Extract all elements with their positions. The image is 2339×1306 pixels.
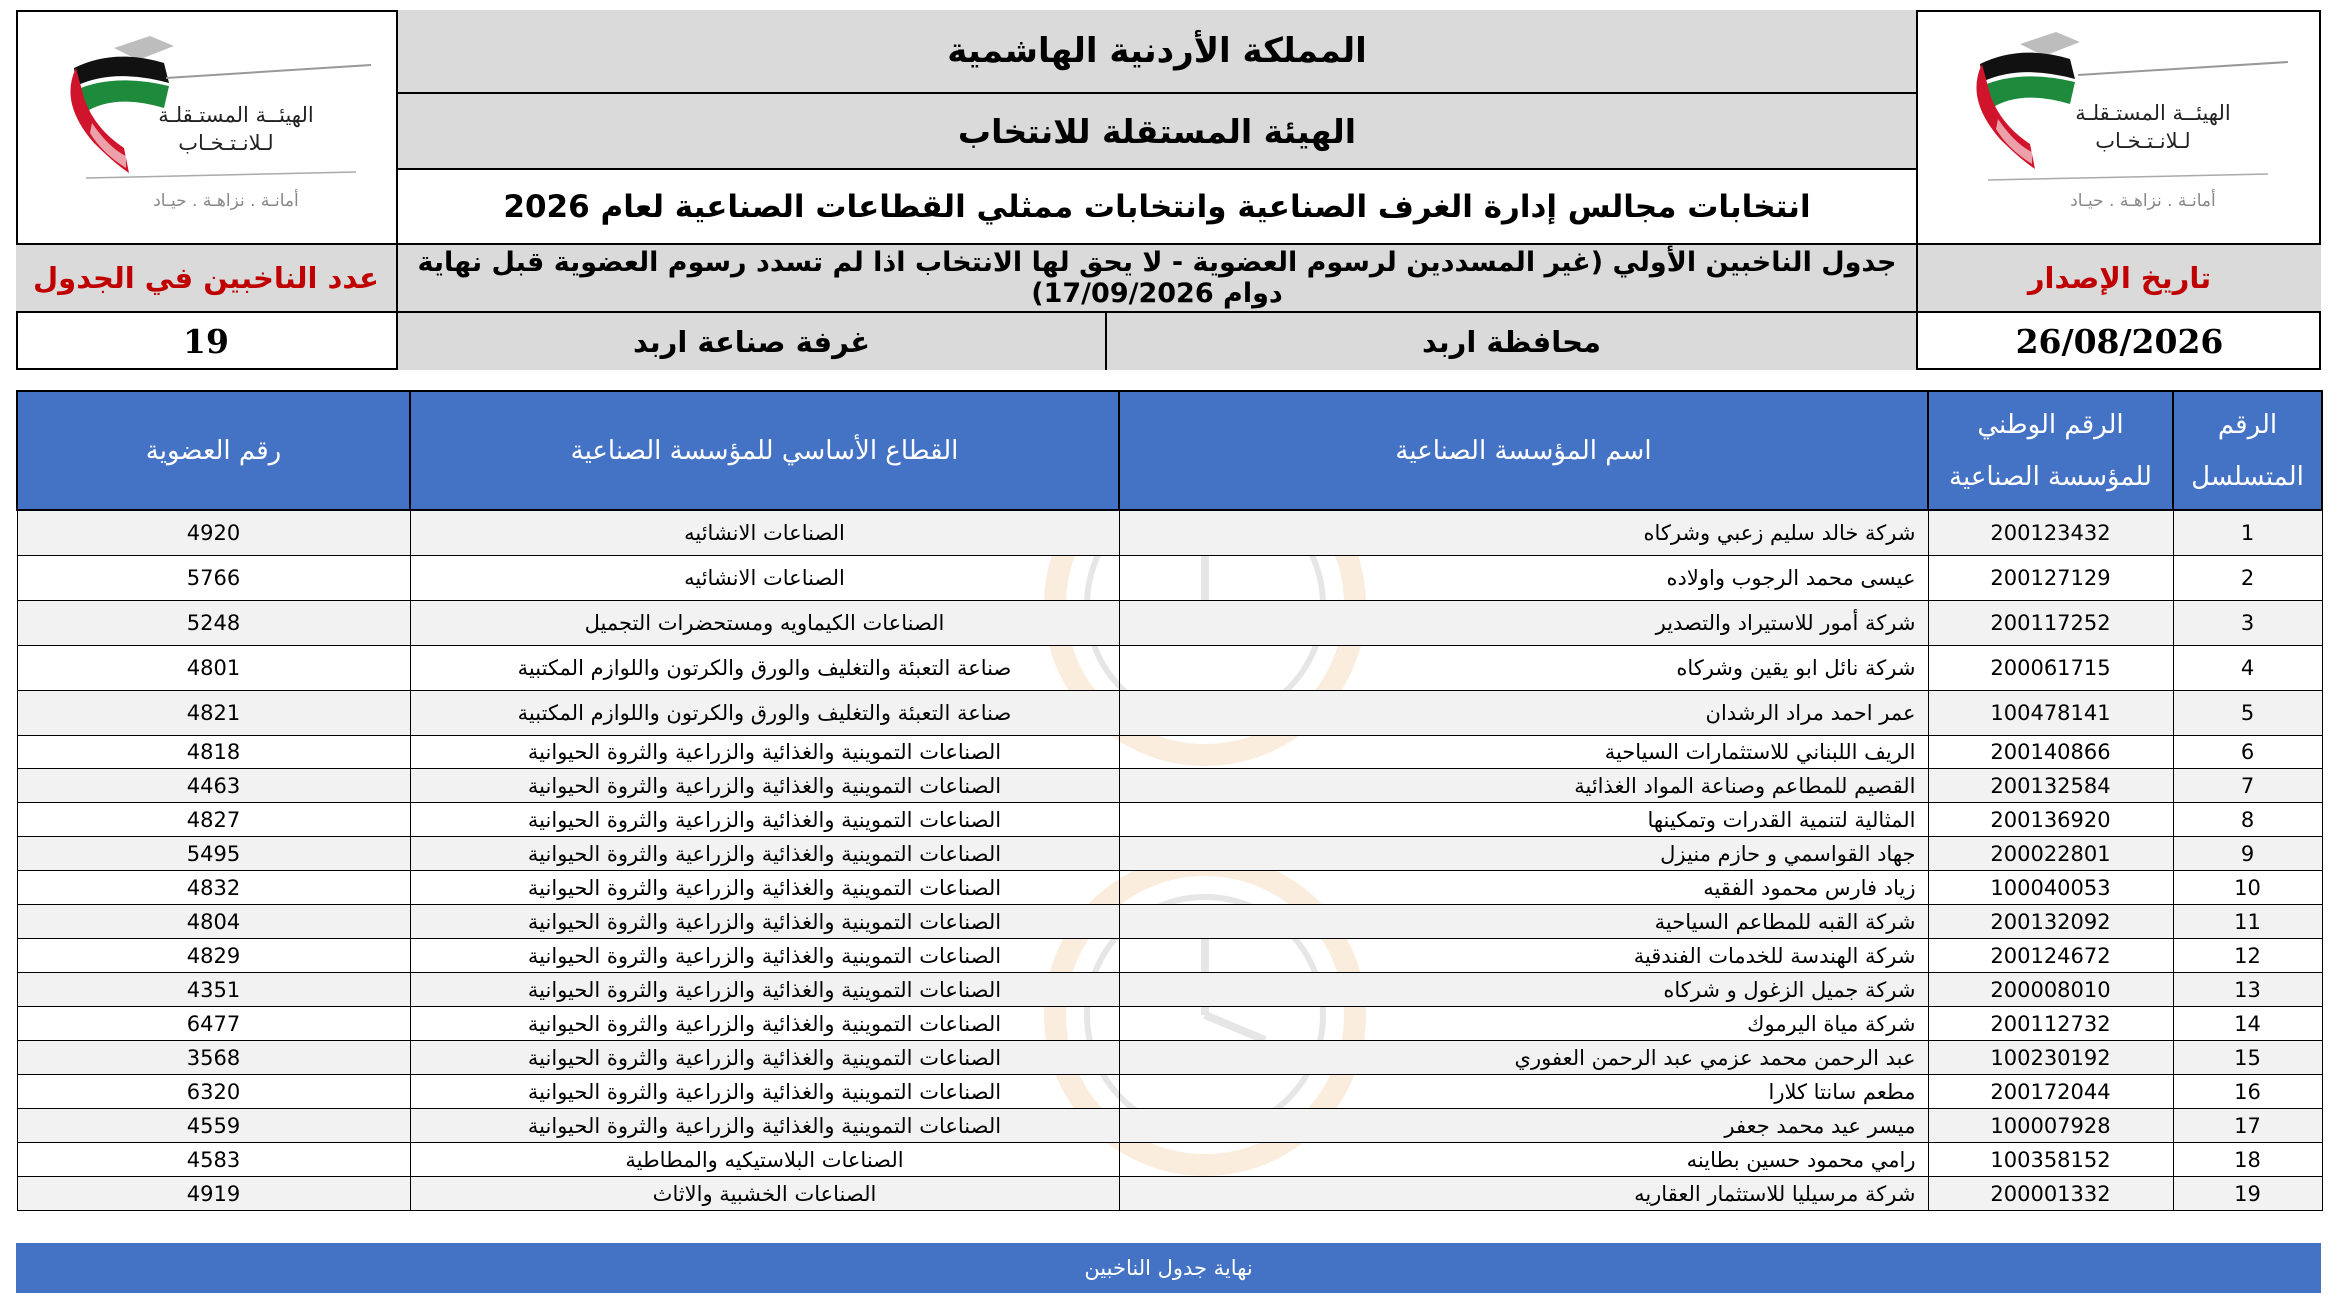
cell-sector: الصناعات التموينية والغذائية والزراعية والثروة الحيوانية — [410, 871, 1119, 905]
cell-national-id: 200132092 — [1928, 905, 2173, 939]
commission-logo — [1918, 10, 2323, 243]
cell-name: شركة خالد سليم زعبي وشركاه — [1119, 510, 1928, 556]
cell-sector: الصناعات التموينية والغذائية والزراعية والثروة الحيوانية — [410, 939, 1119, 973]
cell-name: شركة الهندسة للخدمات الفندقية — [1119, 939, 1928, 973]
issue-date-value: 26/08/2026 — [1916, 313, 2321, 370]
cell-name: جهاد القواسمي و حازم منيزل — [1119, 837, 1928, 871]
logo-left-cell — [16, 10, 398, 243]
cell-serial: 14 — [2173, 1007, 2322, 1041]
logo-right-cell — [1916, 10, 2321, 243]
cell-membership: 4583 — [17, 1143, 410, 1177]
col-header-membership: رقم العضوية — [17, 391, 410, 510]
cell-serial: 11 — [2173, 905, 2322, 939]
cell-national-id: 200008010 — [1928, 973, 2173, 1007]
cell-membership: 5766 — [17, 556, 410, 601]
cell-national-id: 200022801 — [1928, 837, 2173, 871]
table-row — [17, 736, 2322, 769]
cell-sector: الصناعات التموينية والغذائية والزراعية والثروة الحيوانية — [410, 769, 1119, 803]
cell-membership: 4832 — [17, 871, 410, 905]
cell-national-id: 100040053 — [1928, 871, 2173, 905]
cell-national-id: 200172044 — [1928, 1075, 2173, 1109]
cell-name: عيسى محمد الرجوب واولاده — [1119, 556, 1928, 601]
cell-sector: الصناعات التموينية والغذائية والزراعية والثروة الحيوانية — [410, 736, 1119, 769]
cell-membership: 4801 — [17, 646, 410, 691]
table-row — [17, 905, 2322, 939]
logo-name-line2: لـلانـتـخـاب — [2095, 129, 2191, 153]
cell-national-id: 100230192 — [1928, 1041, 2173, 1075]
cell-national-id: 200123432 — [1928, 510, 2173, 556]
cell-national-id: 200124672 — [1928, 939, 2173, 973]
cell-national-id: 100007928 — [1928, 1109, 2173, 1143]
cell-serial: 1 — [2173, 510, 2322, 556]
cell-sector: الصناعات التموينية والغذائية والزراعية والثروة الحيوانية — [410, 837, 1119, 871]
logo-name-line2: لـلانـتـخـاب — [178, 131, 274, 155]
issue-date-label: تاريخ الإصدار — [1916, 245, 2321, 311]
cell-national-id: 200132584 — [1928, 769, 2173, 803]
cell-name: المثالية لتنمية القدرات وتمكينها — [1119, 803, 1928, 837]
table-row — [17, 1041, 2322, 1075]
cell-membership: 4829 — [17, 939, 410, 973]
table-row — [17, 510, 2322, 556]
cell-sector: الصناعات البلاستيكيه والمطاطية — [410, 1143, 1119, 1177]
cell-national-id: 200136920 — [1928, 803, 2173, 837]
cell-name: مطعم سانتا كلارا — [1119, 1075, 1928, 1109]
cell-sector: الصناعات التموينية والغذائية والزراعية والثروة الحيوانية — [410, 1109, 1119, 1143]
cell-sector: صناعة التعبئة والتغليف والورق والكرتون واللوازم المكتبية — [410, 646, 1119, 691]
cell-membership: 4463 — [17, 769, 410, 803]
governorate-name: محافظة اربد — [1107, 313, 1916, 370]
col-header-national-id: الرقم الوطني للمؤسسة الصناعية — [1928, 391, 2173, 510]
logo-name-line1: الهيئــة المستـقلـة — [158, 103, 314, 127]
chamber-name: غرفة صناعة اربد — [398, 313, 1107, 370]
table-row — [17, 601, 2322, 646]
table-end-banner: نهاية جدول الناخبين — [16, 1243, 2321, 1293]
table-row — [17, 1007, 2322, 1041]
cell-name: شركة القبه للمطاعم السياحية — [1119, 905, 1928, 939]
table-row — [17, 1109, 2322, 1143]
logo-motto: أمانـة . نزاهـة . حيـاد — [2070, 191, 2216, 211]
cell-serial: 7 — [2173, 769, 2322, 803]
cell-national-id: 100358152 — [1928, 1143, 2173, 1177]
cell-name: شركة أمور للاستيراد والتصدير — [1119, 601, 1928, 646]
table-row — [17, 769, 2322, 803]
cell-serial: 3 — [2173, 601, 2322, 646]
table-row — [17, 691, 2322, 736]
logo-name-line1: الهيئــة المستـقلـة — [2075, 101, 2231, 125]
voters-count-label: عدد الناخبين في الجدول — [16, 245, 398, 311]
cell-serial: 17 — [2173, 1109, 2322, 1143]
table-row — [17, 1143, 2322, 1177]
cell-national-id: 200001332 — [1928, 1177, 2173, 1211]
cell-sector: الصناعات التموينية والغذائية والزراعية والثروة الحيوانية — [410, 1007, 1119, 1041]
cell-serial: 6 — [2173, 736, 2322, 769]
cell-membership: 4919 — [17, 1177, 410, 1211]
cell-name: ميسر عيد محمد جعفر — [1119, 1109, 1928, 1143]
cell-sector: الصناعات الخشبية والاثاث — [410, 1177, 1119, 1211]
cell-membership: 4351 — [17, 973, 410, 1007]
table-row — [17, 973, 2322, 1007]
col-header-name: اسم المؤسسة الصناعية — [1119, 391, 1928, 510]
cell-name: زياد فارس محمود الفقيه — [1119, 871, 1928, 905]
logo-ballot-box-icon — [114, 36, 174, 60]
cell-national-id: 100478141 — [1928, 691, 2173, 736]
cell-name: القصيم للمطاعم وصناعة المواد الغذائية — [1119, 769, 1928, 803]
cell-serial: 15 — [2173, 1041, 2322, 1075]
cell-serial: 8 — [2173, 803, 2322, 837]
cell-serial: 13 — [2173, 973, 2322, 1007]
cell-membership: 5248 — [17, 601, 410, 646]
cell-membership: 4804 — [17, 905, 410, 939]
commission-logo — [16, 10, 398, 243]
cell-name: شركة مياة اليرموك — [1119, 1007, 1928, 1041]
table-row — [17, 939, 2322, 973]
cell-serial: 10 — [2173, 871, 2322, 905]
cell-sector: الصناعات الانشائيه — [410, 510, 1119, 556]
cell-sector: الصناعات التموينية والغذائية والزراعية والثروة الحيوانية — [410, 1041, 1119, 1075]
cell-membership: 4559 — [17, 1109, 410, 1143]
table-row — [17, 803, 2322, 837]
cell-national-id: 200140866 — [1928, 736, 2173, 769]
cell-name: عمر احمد مراد الرشدان — [1119, 691, 1928, 736]
cell-sector: صناعة التعبئة والتغليف والورق والكرتون واللوازم المكتبية — [410, 691, 1119, 736]
cell-name: شركة جميل الزغول و شركاه — [1119, 973, 1928, 1007]
cell-name: الريف اللبناني للاستثمارات السياحية — [1119, 736, 1928, 769]
cell-sector: الصناعات الكيماويه ومستحضرات التجميل — [410, 601, 1119, 646]
cell-serial: 2 — [2173, 556, 2322, 601]
col-header-serial: الرقم المتسلسل — [2173, 391, 2322, 510]
table-row — [17, 871, 2322, 905]
cell-serial: 18 — [2173, 1143, 2322, 1177]
cell-name: رامي محمود حسين بطاينه — [1119, 1143, 1928, 1177]
cell-sector: الصناعات الانشائيه — [410, 556, 1119, 601]
cell-name: شركة مرسيليا للاستثمار العقاريه — [1119, 1177, 1928, 1211]
kingdom-title: المملكة الأردنية الهاشمية — [398, 10, 1916, 94]
cell-membership: 6477 — [17, 1007, 410, 1041]
cell-membership: 4818 — [17, 736, 410, 769]
cell-national-id: 200112732 — [1928, 1007, 2173, 1041]
cell-membership: 4827 — [17, 803, 410, 837]
logo-ballot-box-icon — [2020, 32, 2080, 56]
cell-sector: الصناعات التموينية والغذائية والزراعية والثروة الحيوانية — [410, 1075, 1119, 1109]
table-row — [17, 556, 2322, 601]
cell-name: شركة نائل ابو يقين وشركاه — [1119, 646, 1928, 691]
cell-membership: 3568 — [17, 1041, 410, 1075]
cell-serial: 5 — [2173, 691, 2322, 736]
cell-membership: 6320 — [17, 1075, 410, 1109]
voters-table — [16, 390, 2323, 1211]
table-row — [17, 646, 2322, 691]
cell-sector: الصناعات التموينية والغذائية والزراعية والثروة الحيوانية — [410, 803, 1119, 837]
cell-sector: الصناعات التموينية والغذائية والزراعية والثروة الحيوانية — [410, 905, 1119, 939]
cell-serial: 9 — [2173, 837, 2322, 871]
cell-national-id: 200127129 — [1928, 556, 2173, 601]
table-title: جدول الناخبين الأولي (غير المسددين لرسوم العضوية - لا يحق لها الانتخاب اذا لم تسدد رسوم العضوية قبل نهاية دوام 17/09/2026) — [398, 245, 1916, 311]
table-row — [17, 1075, 2322, 1109]
cell-membership: 4821 — [17, 691, 410, 736]
table-row — [17, 837, 2322, 871]
col-header-sector: القطاع الأساسي للمؤسسة الصناعية — [410, 391, 1119, 510]
voters-count-value: 19 — [16, 313, 398, 370]
cell-serial: 12 — [2173, 939, 2322, 973]
cell-serial: 4 — [2173, 646, 2322, 691]
cell-national-id: 200117252 — [1928, 601, 2173, 646]
logo-motto: أمانـة . نزاهـة . حيـاد — [153, 191, 299, 211]
cell-membership: 5495 — [17, 837, 410, 871]
cell-serial: 19 — [2173, 1177, 2322, 1211]
cell-membership: 4920 — [17, 510, 410, 556]
cell-name: عبد الرحمن محمد عزمي عبد الرحمن العفوري — [1119, 1041, 1928, 1075]
election-title: انتخابات مجالس إدارة الغرف الصناعية وانتخابات ممثلي القطاعات الصناعية لعام 2026 — [503, 188, 1811, 225]
commission-title: الهيئة المستقلة للانتخاب — [398, 94, 1916, 170]
table-header-row — [17, 391, 2322, 510]
cell-national-id: 200061715 — [1928, 646, 2173, 691]
cell-serial: 16 — [2173, 1075, 2322, 1109]
cell-sector: الصناعات التموينية والغذائية والزراعية والثروة الحيوانية — [410, 973, 1119, 1007]
table-row — [17, 1177, 2322, 1211]
